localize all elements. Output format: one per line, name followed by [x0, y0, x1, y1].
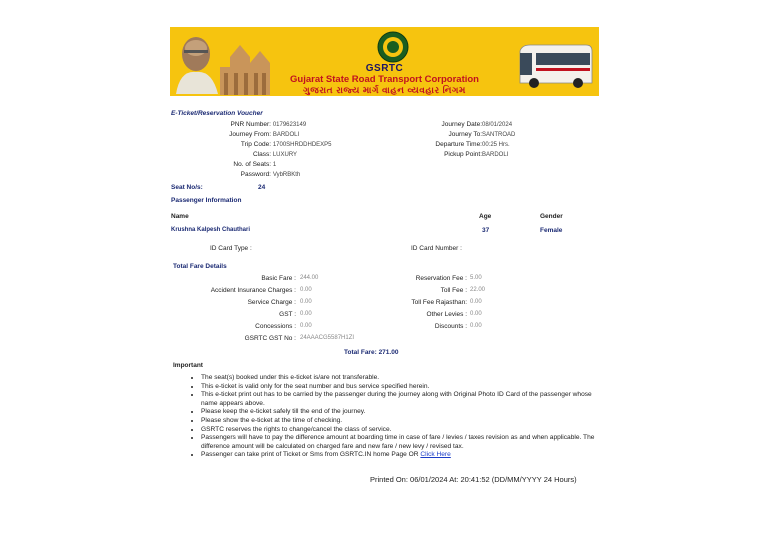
- other-levies-label: Other Levies :: [426, 311, 467, 318]
- name-column-header: Name: [171, 213, 189, 220]
- bus-image: [514, 41, 596, 91]
- gsrtc-gst-no-value: 24AAACG5587H1ZI: [300, 335, 355, 341]
- list-item: • Please show the e-ticket at the time of checking.: [201, 417, 601, 426]
- gender-column-header: Gender: [540, 213, 563, 220]
- list-item: • GSRTC reserves the rights to change/cancel the class of service.: [201, 426, 601, 435]
- list-item: • The seat(s) booked under this e-ticket is/are not transferable.: [201, 374, 601, 383]
- list-item: • This e-ticket is valid only for the seat number and bus service specified herein.: [201, 383, 601, 392]
- service-charge-value: 0.00: [300, 299, 312, 305]
- corporation-name-gujarati: ગુજરાત રાજ્ય માર્ગ વાહન વ્યવહાર નિગમ: [303, 85, 466, 95]
- click-here-link[interactable]: Click Here: [420, 451, 451, 459]
- departure-time: Departure Time:00:25 Hrs.: [435, 141, 510, 148]
- total-fare-label: Total Fare:: [344, 349, 377, 356]
- pickup-point: Pickup Point:BARDOLI: [444, 151, 509, 158]
- gsrtc-logo-icon: [377, 31, 409, 63]
- journey-to: Journey To:SANTROAD: [448, 131, 516, 138]
- important-notes-list: [193, 374, 601, 460]
- id-card-type-label: ID Card Type :: [210, 245, 252, 252]
- toll-fee-label: Toll Fee :: [440, 287, 467, 294]
- service-charge-label: Service Charge :: [247, 299, 296, 306]
- discounts-value: 0.00: [470, 323, 482, 329]
- accident-insurance-label: Accident Insurance Charges :: [210, 287, 296, 294]
- gst-value: 0.00: [300, 311, 312, 317]
- other-levies-value: 0.00: [470, 311, 482, 317]
- reservation-fee-label: Reservation Fee :: [415, 275, 467, 282]
- toll-fee-value: 22.00: [470, 287, 486, 293]
- discounts-label: Discounts :: [434, 323, 467, 330]
- trip-code: Trip Code: 1700SHRDDHDEXP5: [240, 141, 332, 148]
- toll-fee-rajasthan-label: Toll Fee Rajasthan:: [411, 299, 467, 306]
- concessions-label: Concessions :: [255, 323, 296, 330]
- print-note-text: Passenger can take print of Ticket or Sms from GSRTC.IN home Page OR: [201, 451, 421, 459]
- seat-label: Seat No/s:: [171, 184, 203, 191]
- age-column-header: Age: [479, 213, 492, 220]
- seat-value: 24: [258, 184, 266, 191]
- list-item: [201, 451, 601, 460]
- number-of-seats: No. of Seats: 1: [233, 161, 277, 168]
- fare-details-heading: Total Fare Details: [173, 263, 227, 270]
- concessions-value: 0.00: [300, 323, 312, 329]
- list-item: • This e-ticket print out has to be carried by the passenger during the journey along with Original Photo ID Card of the passenger whose name appears above.: [201, 391, 601, 408]
- important-heading: Important: [173, 362, 203, 369]
- password: Password: VybRBKth: [240, 171, 301, 178]
- gst-label: GST :: [279, 311, 296, 318]
- corporation-name: Gujarat State Road Transport Corporation: [290, 74, 479, 85]
- basic-fare-label: Basic Fare :: [261, 275, 296, 282]
- id-card-number-label: ID Card Number :: [411, 245, 462, 252]
- printed-on-timestamp: Printed On: 06/01/2024 At: 20:41:52 (DD/MM/YYYY 24 Hours): [370, 475, 577, 484]
- reservation-fee-value: 5.00: [470, 275, 482, 281]
- gsrtc-gst-no-label: GSRTC GST No :: [244, 335, 296, 342]
- journey-from: Journey From: BARDOLI: [229, 131, 300, 138]
- list-item: • Please keep the e-ticket safely till the end of the journey.: [201, 408, 601, 417]
- passenger-age: 37: [482, 227, 490, 234]
- passenger-name: Krushna Kalpesh Chauthari: [171, 227, 251, 233]
- total-fare: [344, 349, 398, 356]
- passenger-gender: Female: [540, 227, 563, 234]
- header-banner: [170, 27, 599, 96]
- voucher-title: E-Ticket/Reservation Voucher: [171, 110, 263, 117]
- journey-date: Journey Date:08/01/2024: [441, 121, 513, 128]
- bus-class: Class: LUXURY: [252, 151, 298, 158]
- accident-insurance-value: 0.00: [300, 287, 312, 293]
- total-fare-value: 271.00: [378, 349, 399, 356]
- pnr-number: PNR Number: 0179623149: [230, 121, 307, 128]
- gsrtc-logo-text: GSRTC: [365, 63, 404, 74]
- list-item: • Passengers will have to pay the difference amount at boarding time in case of fare / levies / taxes revision as and when applicable. The difference amount will be calculated on charged fare and new fare / new levy / revised tax.: [201, 434, 601, 451]
- passenger-info-heading: Passenger Information: [171, 197, 242, 204]
- basic-fare-value: 244.00: [300, 275, 319, 281]
- toll-fee-rajasthan-value: 0.00: [470, 299, 482, 305]
